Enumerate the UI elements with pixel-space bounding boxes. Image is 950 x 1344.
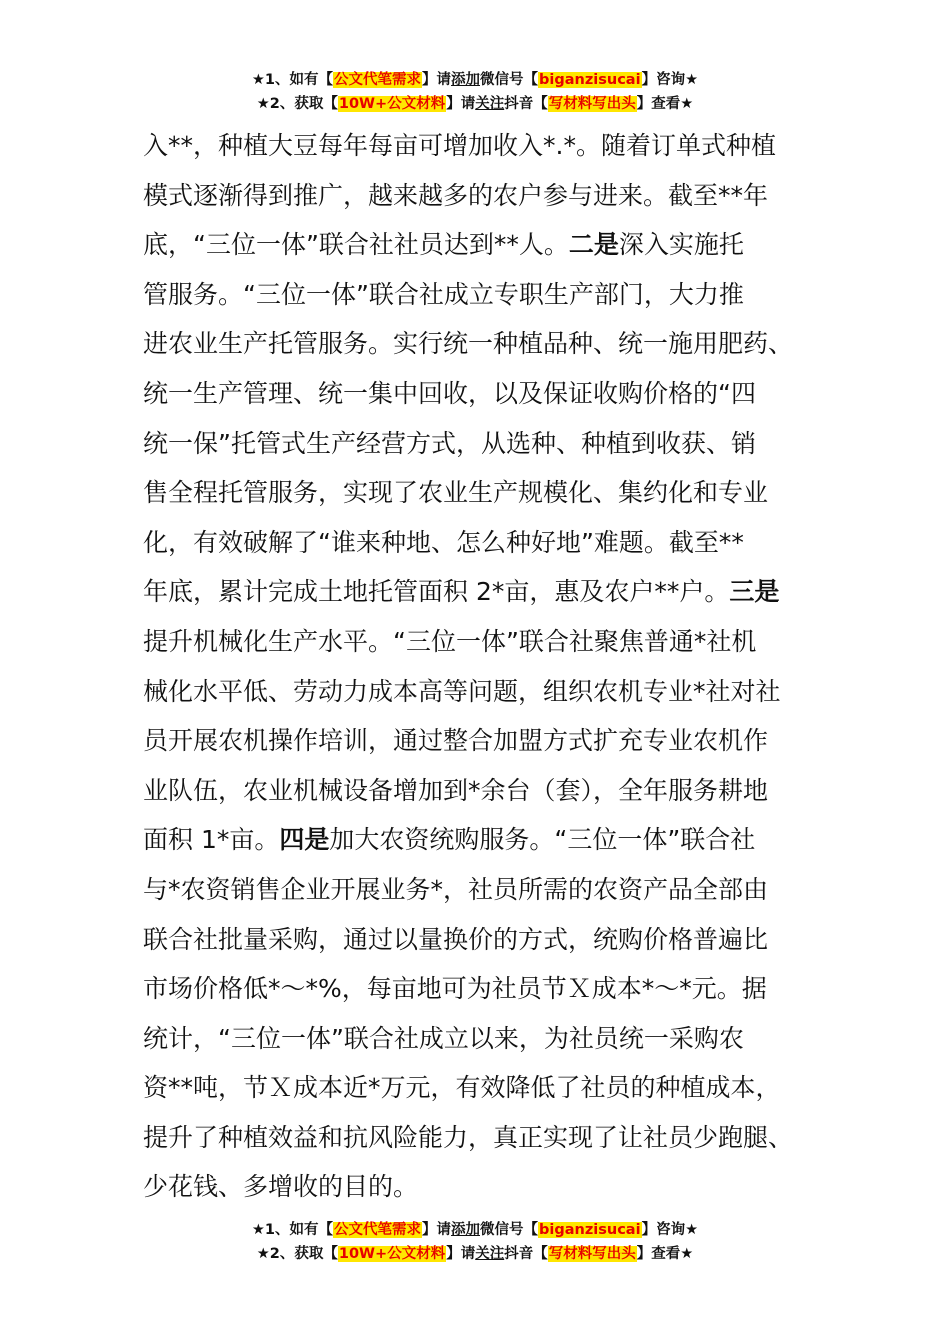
- body-line: 模式逐渐得到推广，越来越多的农户参与进来。截至**年: [143, 180, 769, 210]
- banner-text: 微信号【: [480, 72, 539, 88]
- body-line: 提升了种植效益和抗风险能力，真正实现了让社员少跑腿、: [143, 1122, 794, 1152]
- body-text: 深入实施托: [618, 230, 744, 260]
- banner-line-1: [0, 68, 950, 92]
- section-marker: 四是: [279, 825, 330, 855]
- banner-highlight: 10W+公文材料: [338, 1246, 446, 1262]
- banner-underline: 添加: [451, 72, 481, 88]
- body-line: 市场价格低*～*%，每亩地可为社员节Ｘ成本*～*元。据: [143, 974, 767, 1004]
- body-line: 化，有效破解了“谁来种地、怎么种好地”难题。截至**: [143, 527, 744, 557]
- banner-line-1: [0, 1218, 950, 1242]
- banner-underline: 关注: [475, 96, 505, 112]
- body-line: [143, 567, 803, 617]
- body-text: 底，“三位一体”联合社社员达到**人。: [143, 230, 569, 260]
- banner-highlight: 写材料写出头: [548, 96, 636, 112]
- section-marker: 二是: [568, 230, 619, 260]
- document-body: [143, 121, 803, 1212]
- banner-text: ★1、如有【: [251, 1222, 334, 1238]
- body-text: 年底，累计完成土地托管面积 2*亩，惠及农户**户。: [143, 577, 730, 607]
- header-banner: [0, 68, 950, 116]
- banner-text: 】请: [446, 96, 476, 112]
- banner-text: ★2、获取【: [256, 96, 338, 112]
- banner-highlight: biganzisucai: [539, 72, 641, 88]
- banner-line-2: [0, 92, 950, 116]
- body-line: 入**，种植大豆每年每亩可增加收入*.*。随着订单式种植: [143, 131, 776, 160]
- banner-text: 抖音【: [504, 1246, 548, 1262]
- banner-text: 抖音【: [504, 96, 548, 112]
- body-line: 管服务。“三位一体”联合社成立专职生产部门，大力推: [143, 279, 744, 309]
- banner-text: 】咨询★: [641, 72, 699, 88]
- banner-text: 】请: [422, 72, 452, 88]
- body-line: 售全程托管服务，实现了农业生产规模化、集约化和专业: [143, 478, 769, 508]
- body-line: [143, 220, 803, 270]
- body-line: 联合社批量采购，通过以量换价的方式，统购价格普遍比: [143, 924, 769, 954]
- body-line: 员开展农机操作培训，通过整合加盟方式扩充专业农机作: [143, 726, 769, 756]
- banner-highlight: biganzisucai: [539, 1222, 641, 1238]
- body-text: 面积 1*亩。: [143, 825, 280, 855]
- banner-text: 】请: [446, 1246, 476, 1262]
- body-line: [143, 815, 803, 865]
- body-line: 资**吨，节Ｘ成本近*万元，有效降低了社员的种植成本，: [143, 1073, 781, 1103]
- banner-highlight: 写材料写出头: [548, 1246, 636, 1262]
- banner-text: 微信号【: [480, 1222, 539, 1238]
- body-line: 统一生产管理、统一集中回收，以及保证收购价格的“四: [143, 378, 756, 408]
- banner-highlight: 10W+公文材料: [338, 96, 446, 112]
- body-line: 进农业生产托管服务。实行统一种植品种、统一施用肥药、: [143, 329, 794, 359]
- body-line: 少花钱、多增收的目的。: [143, 1172, 419, 1202]
- body-text: 加大农资统购服务。“三位一体”联合社: [329, 825, 756, 855]
- banner-text: 】咨询★: [641, 1222, 699, 1238]
- banner-text: ★2、获取【: [256, 1246, 338, 1262]
- body-line: 械化水平低、劳动力成本高等问题，组织农机专业*社对社: [143, 676, 781, 706]
- banner-text: 】查看★: [636, 1246, 694, 1262]
- banner-line-2: [0, 1242, 950, 1266]
- body-line: 提升机械化生产水平。“三位一体”联合社聚焦普通*社机: [143, 626, 757, 656]
- banner-underline: 关注: [475, 1246, 505, 1262]
- footer-banner: [0, 1218, 950, 1266]
- body-line: 业队伍，农业机械设备增加到*余台（套），全年服务耕地: [143, 775, 769, 805]
- banner-text: 】查看★: [636, 96, 694, 112]
- body-line: 统一保”托管式生产经营方式，从选种、种植到收获、销: [143, 428, 756, 458]
- banner-highlight: 公文代笔需求: [334, 1222, 422, 1238]
- body-line: 与*农资销售企业开展业务*，社员所需的农资产品全部由: [143, 874, 769, 904]
- banner-text: ★1、如有【: [251, 72, 334, 88]
- banner-text: 】请: [422, 1222, 452, 1238]
- banner-highlight: 公文代笔需求: [334, 72, 422, 88]
- banner-underline: 添加: [451, 1222, 481, 1238]
- section-marker: 三是: [729, 577, 780, 607]
- body-line: 统计，“三位一体”联合社成立以来，为社员统一采购农: [143, 1023, 744, 1053]
